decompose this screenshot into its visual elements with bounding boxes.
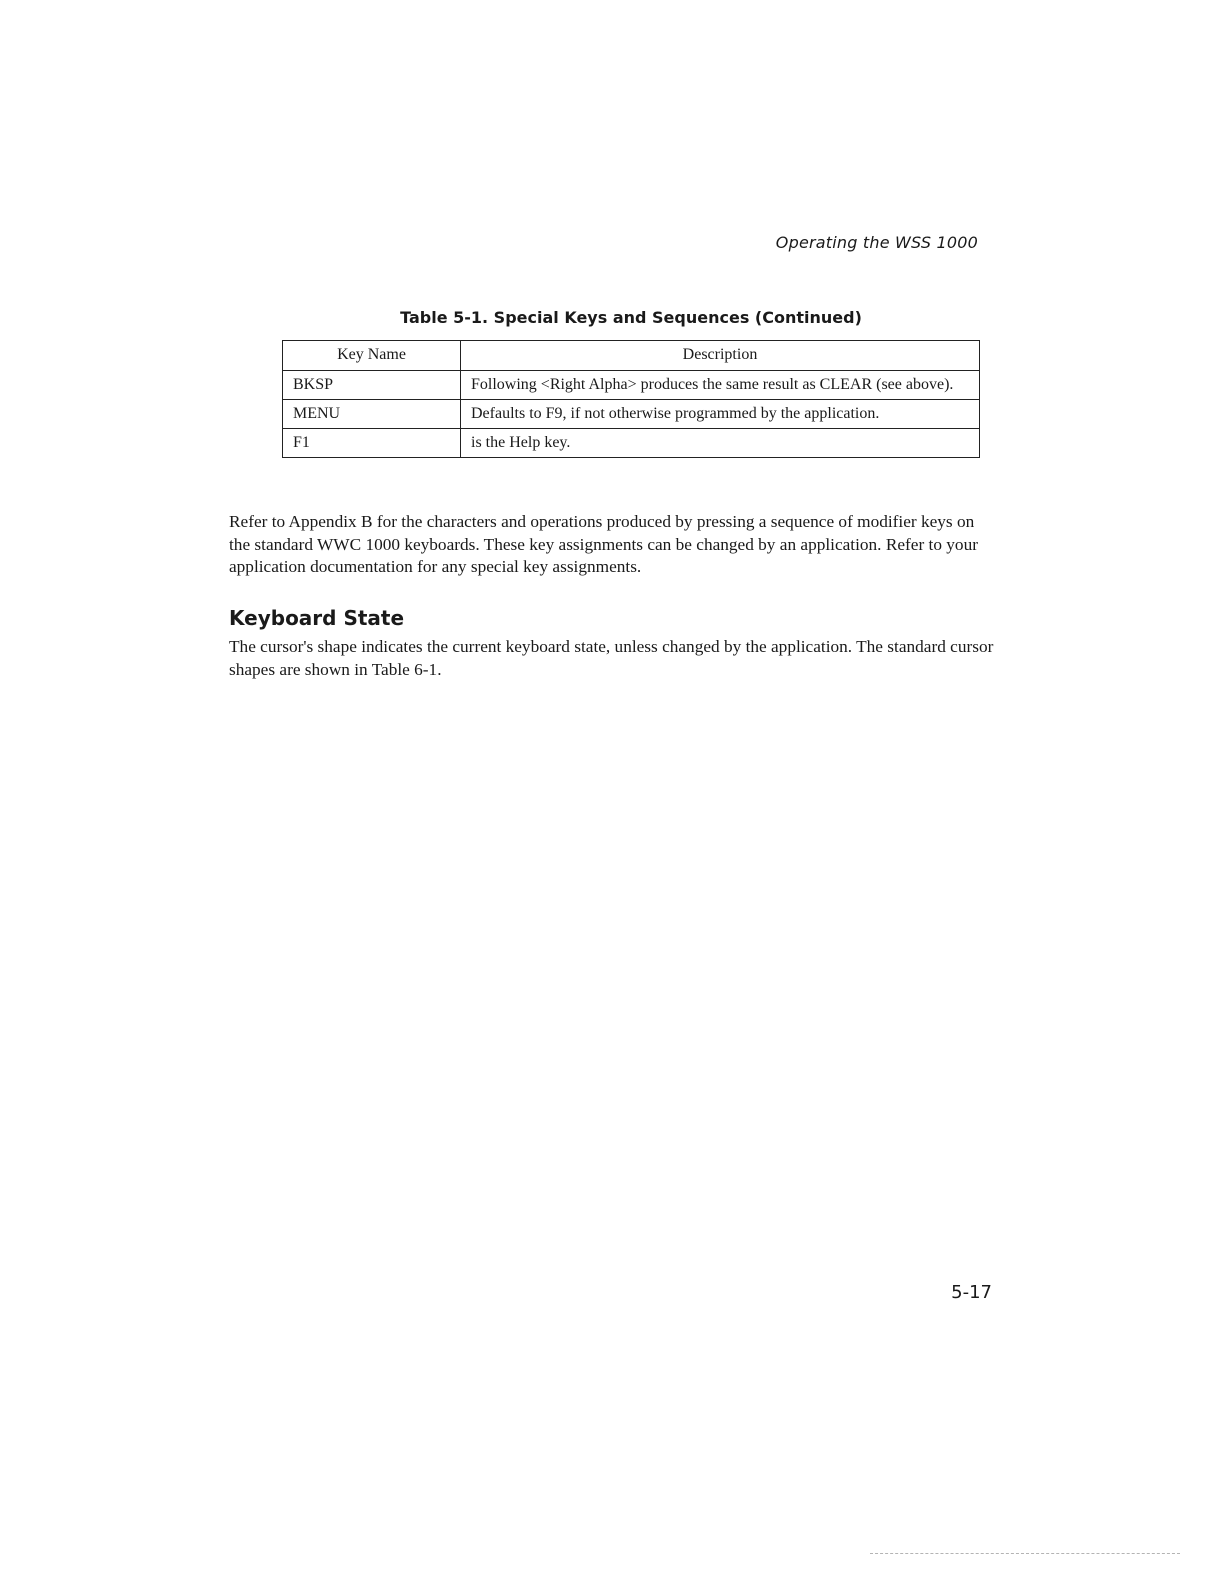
description-cell: is the Help key. [461, 429, 980, 458]
description-cell: Defaults to F9, if not otherwise programmed by the application. [461, 400, 980, 429]
key-name-cell: BKSP [283, 371, 461, 400]
table-caption: Table 5-1. Special Keys and Sequences (Continued) [400, 308, 862, 327]
column-header-key-name: Key Name [283, 341, 461, 371]
table-row [283, 429, 980, 458]
column-header-description: Description [461, 341, 980, 371]
scan-artifact-line [870, 1553, 1180, 1554]
page-number: 5-17 [951, 1282, 992, 1303]
table-row [283, 400, 980, 429]
appendix-reference-paragraph: Refer to Appendix B for the characters and operations produced by pressing a sequence of modifier keys on the standard WWC 1000 keyboards. These key assignments can be changed by an application. Refer to your application documentation for any special key assignments. [229, 512, 978, 576]
running-head: Operating the WSS 1000 [775, 233, 978, 252]
description-cell: Following <Right Alpha> produces the same result as CLEAR (see above). [461, 371, 980, 400]
keyboard-state-paragraph: The cursor's shape indicates the current keyboard state, unless changed by the application. The standard cursor shapes are shown in Table 6-1. [229, 637, 994, 679]
table-row [283, 371, 980, 400]
table-header-row [283, 341, 980, 371]
key-name-cell: F1 [283, 429, 461, 458]
key-name-cell: MENU [283, 400, 461, 429]
section-heading: Keyboard State [229, 606, 405, 630]
special-keys-table [282, 340, 980, 458]
